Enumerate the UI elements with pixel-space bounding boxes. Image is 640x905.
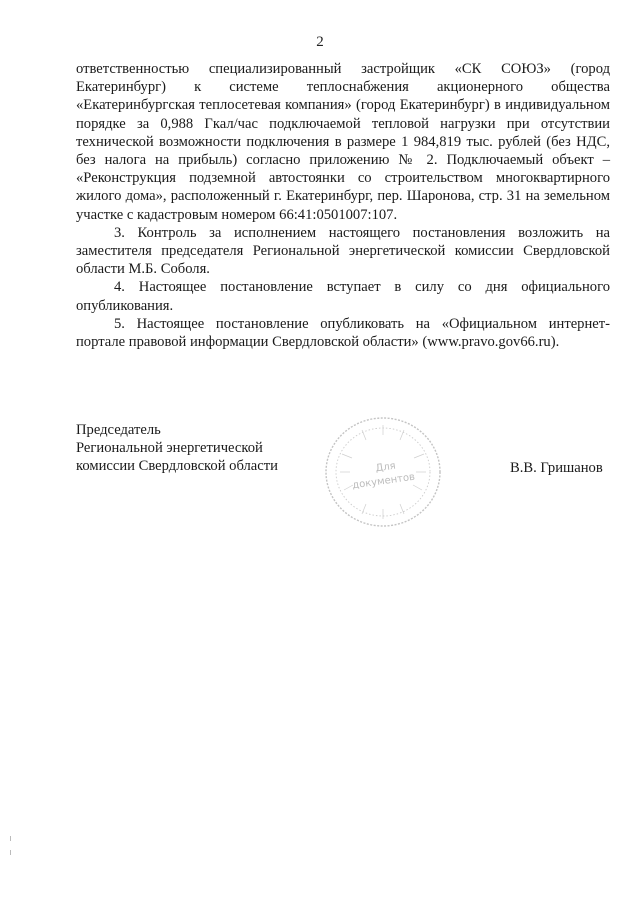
body-text xyxy=(76,60,610,351)
position-line-3: комиссии Свердловской области xyxy=(76,458,278,475)
paragraph-item-3: 3. Контроль за исполнением настоящего постановления возложить на заместителя председателя Региональной энергетической комиссии Свердловской области М.Б. Соболя. xyxy=(76,224,610,278)
paragraph-item-4: 4. Настоящее постановление вступает в силу со дня официального опубликования. xyxy=(76,279,610,314)
page-number: 2 xyxy=(316,34,324,50)
stamp-text-line-2: документов xyxy=(351,471,416,492)
paragraph-continuation: ответственностью специализированный застройщик «СК СОЮЗ» (город Екатеринбург) к системе теплоснабжения акционерного общества «Екатеринбургская теплосетевая компания» (город Екатеринбург) в индивидуальном порядке за 0,988 Гкал/час подключаемой тепловой нагрузки при отсутствии технической возможности подключения в размере 1 984,819 тыс. рублей (без НДС, без налога на прибыль) согласно приложению № 2. Подключаемый объект – «Реконструкция подземной автостоянки со строительством многоквартирного жилого дома», расположенный г. Екатеринбург, пер. Шаронова, стр. 31 на земельном участке с кадастровым номером 66:41:0501007:107. xyxy=(76,61,610,223)
stamp-text-line-1: Для xyxy=(374,460,397,475)
paragraph-item-5: 5. Настоящее постановление опубликовать на «Официальном интернет-портале правовой информации Свердловской области» (www.pravo.gov66.ru). xyxy=(76,315,610,351)
official-stamp xyxy=(322,414,444,530)
signer-name: В.В. Гришанов xyxy=(510,460,603,476)
stamp-seal-icon xyxy=(322,414,444,530)
scan-edge-mark xyxy=(10,836,11,841)
position-line-1: Председатель xyxy=(76,422,161,438)
signatory-position xyxy=(76,421,278,476)
scan-edge-mark xyxy=(10,850,11,855)
position-line-2: Региональной энергетической xyxy=(76,440,263,457)
